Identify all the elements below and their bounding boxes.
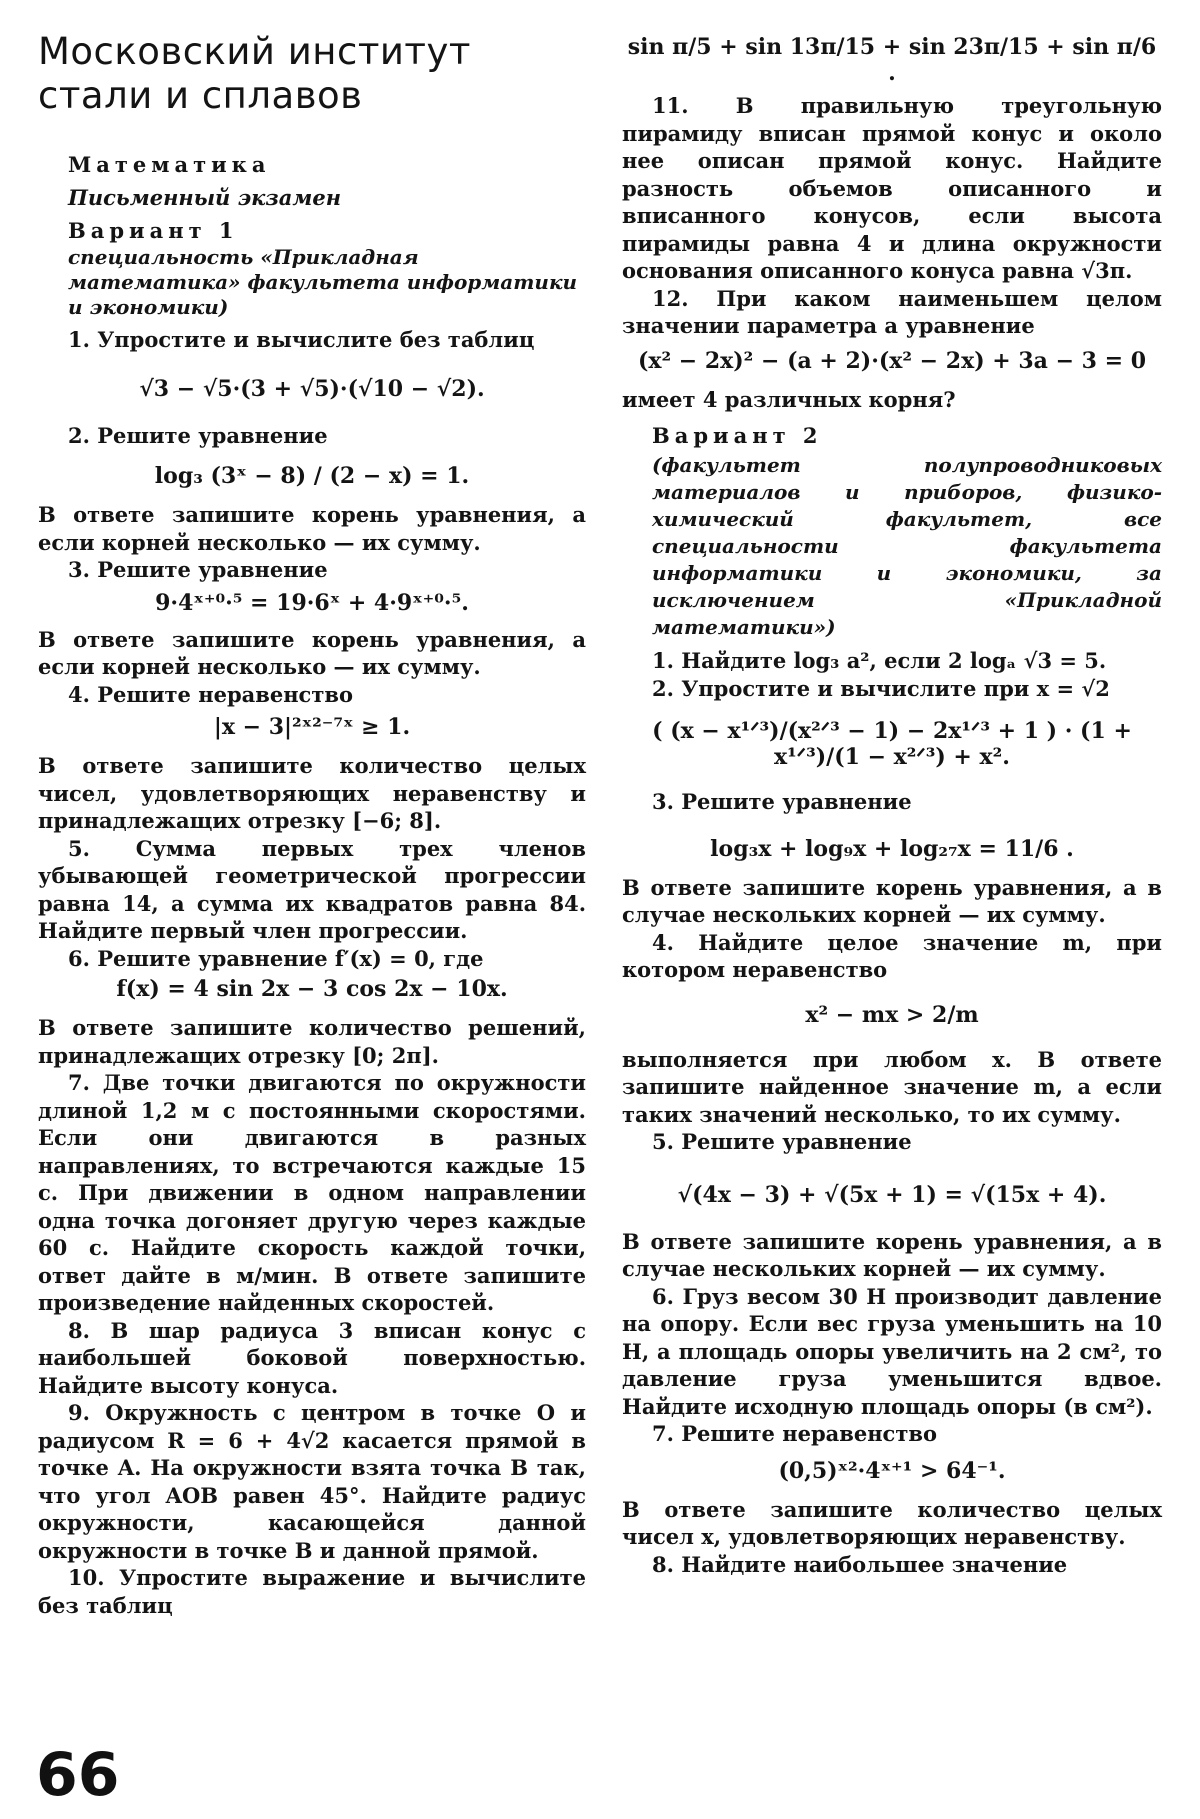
v2-formula-4: x² − mx > 2/m [805, 1001, 979, 1028]
v1-problem-11: 11. В правильную треугольную пирамиду вписан прямой конус и около нее описан прямой конус. Найдите разность объемов описанного и вписанного конусов, если высота пирамиды равна 4 и длина окружности основания описанного конуса равна √3π. [622, 93, 1162, 283]
v1-formula-4: |x − 3|²ˣ²⁻⁷ˣ ≥ 1. [213, 714, 411, 740]
page-number: 66 [36, 1740, 120, 1810]
v1-problem-2-note: В ответе запишите корень уравнения, а если корней несколько — их сумму. [38, 502, 586, 555]
v1-formula-10: sin π/5 + sin 13π/15 + sin 23π/15 + sin π/6 . [627, 34, 1157, 86]
v1-problem-1: 1. Упростите и вычислите без таблиц [68, 327, 535, 352]
v2-problem-4: 4. Найдите целое значение m, при котором неравенство [622, 929, 1162, 982]
v1-problem-3: 3. Решите уравнение [68, 557, 328, 582]
v1-problem-6: 6. Решите уравнение f′(x) = 0, где [68, 945, 484, 971]
v2-problem-2: 2. Упростите и вычислите при x = √2 [652, 675, 1110, 701]
variant1-heading: Вариант 1 [68, 218, 239, 243]
v1-formula-3: 9·4ˣ⁺⁰·⁵ = 19·6ˣ + 4·9ˣ⁺⁰·⁵. [155, 589, 469, 616]
v2-problem-5: 5. Решите уравнение [652, 1129, 912, 1154]
right-column [622, 20, 1162, 1578]
v1-problem-6-note: В ответе запишите количество решений, принадлежащих отрезку [0; 2π]. [38, 1015, 586, 1068]
v2-problem-3-note: В ответе запишите корень уравнения, а в случае нескольких корней — их сумму. [622, 874, 1162, 927]
v1-formula-1: √3 − √5·(3 + √5)·(√10 − √2). [139, 375, 485, 402]
institute-title: Московский институт стали и сплавов [38, 30, 471, 117]
v1-problem-9: 9. Окружность с центром в точке O и радиусом R = 6 + 4√2 касается прямой в точке A. На окружности взята точка B так, что угол AOB равен 45°. Найдите радиус окружности, касающейся данной окружности в точке B и данной прямой. [38, 1400, 586, 1563]
v1-formula-12: (x² − 2x)² − (a + 2)·(x² − 2x) + 3a − 3 = 0 [637, 347, 1147, 374]
v2-problem-7-note: В ответе запишите количество целых чисел x, удовлетворяющих неравенству. [622, 1496, 1162, 1549]
v1-problem-12: 12. При каком наименьшем целом значении параметра a уравнение [622, 285, 1162, 338]
v2-problem-7: 7. Решите неравенство [652, 1421, 937, 1446]
v1-problem-10: 10. Упростите выражение и вычислите без таблиц [38, 1565, 586, 1618]
v2-formula-7: (0,5)ˣ²·4ˣ⁺¹ > 64⁻¹. [778, 1457, 1006, 1484]
v1-formula-2: log₃ (3ˣ − 8) / (2 − x) = 1. [154, 463, 470, 489]
v2-problem-6: 6. Груз весом 30 Н производит давление на опору. Если вес груза уменьшить на 10 Н, а площадь опоры увеличить на 2 см², то давление груза уменьшится вдвое. Найдите исходную площадь опоры (в см²). [622, 1283, 1162, 1419]
v2-formula-2: ( (x − x¹ᐟ³)/(x²ᐟ³ − 1) − 2x¹ᐟ³ + 1 ) · (1 + x¹ᐟ³)/(1 − x²ᐟ³) + x². [652, 718, 1132, 770]
v1-problem-4: 4. Решите неравенство [68, 681, 353, 707]
v1-problem-12-note: имеет 4 различных корня? [622, 386, 956, 412]
v1-problem-3-note: В ответе запишите корень уравнения, а если корней несколько — их сумму. [38, 626, 586, 679]
v1-problem-5: 5. Сумма первых трех членов убывающей геометрической прогрессии равна 14, а сумма их квадратов равна 84. Найдите первый член прогрессии. [38, 835, 586, 943]
v2-problem-4-note: выполняется при любом x. В ответе запишите найденное значение m, а если таких значений несколько, то их сумму. [622, 1046, 1162, 1127]
v2-problem-5-note: В ответе запишите корень уравнения, а в случае нескольких корней — их сумму. [622, 1228, 1162, 1281]
v2-problem-3: 3. Решите уравнение [652, 789, 912, 814]
left-column [38, 20, 586, 1619]
v2-formula-5: √(4x − 3) + √(5x + 1) = √(15x + 4). [677, 1181, 1107, 1208]
v2-problem-1: 1. Найдите log₃ a², если 2 logₐ √3 = 5. [652, 648, 1107, 673]
v1-problem-2: 2. Решите уравнение [68, 422, 328, 448]
v1-problem-8: 8. В шар радиуса 3 вписан конус с наибольшей боковой поверхностью. Найдите высоту конуса. [38, 1317, 586, 1398]
v1-formula-6: f(x) = 4 sin 2x − 3 cos 2x − 10x. [116, 976, 508, 1002]
exam-heading: Письменный экзамен [68, 185, 342, 210]
variant1-specialty: специальность «Прикладная математика» факультета информатики и экономики) [68, 245, 578, 319]
v2-problem-8: 8. Найдите наибольшее значение [652, 1551, 1068, 1577]
subject-heading: Математика [68, 152, 271, 177]
variant2-heading: Вариант 2 [652, 423, 823, 448]
v1-problem-7: 7. Две точки двигаются по окружности длиной 1,2 м с постоянными скоростями. Если они двигаются в разных направлениях, то встречаются каждые 15 с. При движении в одном направлении одна точка догоняет другую через каждые 60 с. Найдите скорость каждой точки, ответ дайте в м/мин. В ответе запишите произведение найденных скоростей. [38, 1070, 586, 1315]
variant2-specialty: (факультет полупроводниковых материалов и приборов, физико-химический факультет, все специальности факультета информатики и экономики, за исключением «Прикладной математики») [652, 453, 1162, 639]
v2-formula-3: log₃x + log₉x + log₂₇x = 11/6 . [710, 835, 1074, 862]
v1-problem-4-note: В ответе запишите количество целых чисел, удовлетворяющих неравенству и принадлежащих отрезку [−6; 8]. [38, 753, 586, 833]
